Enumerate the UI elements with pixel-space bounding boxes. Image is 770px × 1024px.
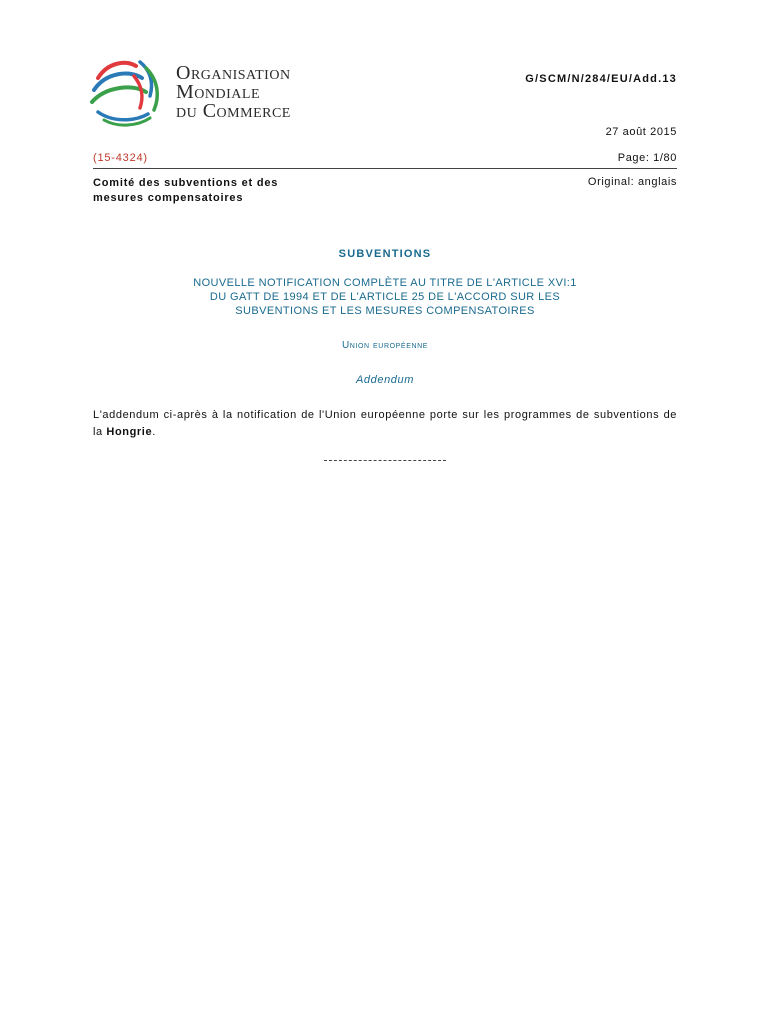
original-language: Original: anglais xyxy=(587,176,677,188)
body-paragraph xyxy=(93,407,677,441)
document-subtitle xyxy=(93,276,677,318)
committee-line-2: mesures compensatoires xyxy=(93,192,244,204)
org-name-line-1: Organisation xyxy=(176,62,291,84)
end-divider xyxy=(324,460,446,461)
subtitle-line-2: DU GATT DE 1994 ET DE L'ARTICLE 25 DE L'ACCORD SUR LES xyxy=(209,291,561,303)
document-symbol: G/SCM/N/284/EU/Add.13 xyxy=(525,73,677,85)
committee-name xyxy=(93,176,333,206)
addendum-label: Addendum xyxy=(355,374,414,386)
subtitle-line-3: SUBVENTIONS ET LES MESURES COMPENSATOIRES xyxy=(235,305,535,317)
member-name: Union européenne xyxy=(341,340,429,351)
org-name-line-3: du Commerce xyxy=(176,100,291,122)
page-number: Page: 1/80 xyxy=(617,152,677,164)
organization-name xyxy=(176,64,291,121)
committee-line-1: Comité des subventions et des xyxy=(93,177,279,189)
header-rule xyxy=(93,168,677,169)
body-text-suffix: . xyxy=(152,426,156,438)
document-reference: (15-4324) xyxy=(93,152,148,164)
document-date: 27 août 2015 xyxy=(605,126,677,138)
body-text-country: Hongrie xyxy=(106,426,153,438)
subtitle-line-1: NOUVELLE NOTIFICATION COMPLÈTE AU TITRE DE L'ARTICLE XVI:1 xyxy=(193,277,577,289)
wto-logo-icon xyxy=(84,56,164,128)
document-subject: SUBVENTIONS xyxy=(338,248,432,260)
org-name-line-2: Mondiale xyxy=(176,81,260,103)
body-text-prefix: L'addendum ci-après à la notification de l'Union européenne porte sur les programmes de subventions de la xyxy=(93,409,677,438)
